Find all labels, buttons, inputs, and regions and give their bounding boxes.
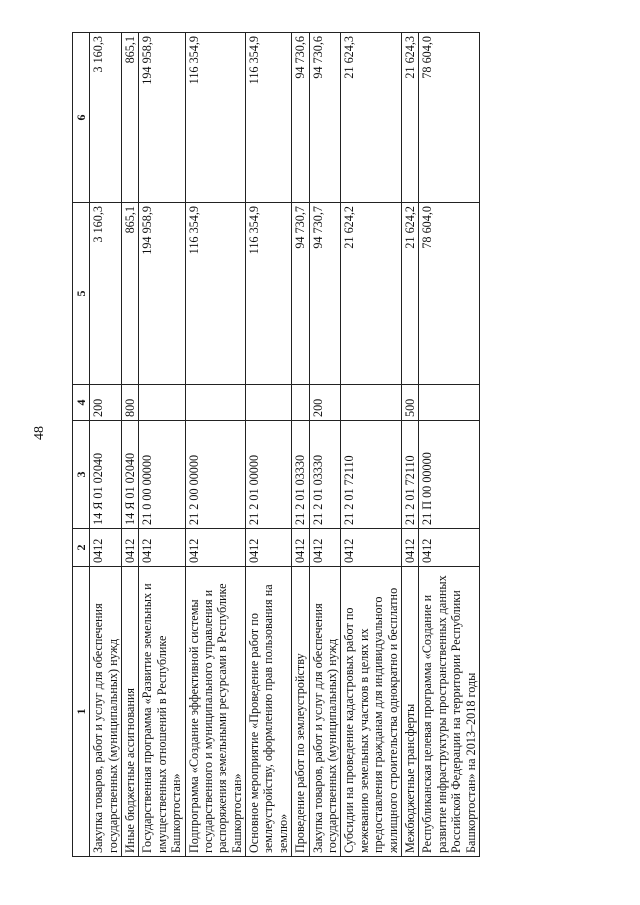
row-expense-type <box>246 385 292 421</box>
row-section: 0412 <box>401 529 418 567</box>
row-target-article: 21 2 01 03330 <box>292 421 309 529</box>
row-target-article: 21 2 00 00000 <box>185 421 246 529</box>
table-row <box>139 33 185 857</box>
row-amount-2: 21 624,3 <box>401 33 418 203</box>
header-col-3: 3 <box>73 421 90 529</box>
row-name: Государственная программа «Развитие земельных и имущественных отношений в Республике Башкортостан» <box>139 567 185 857</box>
row-expense-type: 200 <box>309 385 341 421</box>
row-amount-2: 116 354,9 <box>246 33 292 203</box>
header-col-1: 1 <box>73 567 90 857</box>
header-row <box>73 33 90 857</box>
table-row <box>185 33 246 857</box>
row-name: Республиканская целевая программа «Создание и развитие инфраструктуры пространственных данных Российской Федерации на территории Республики Башкортостан» на 2013–2018 годы <box>419 567 480 857</box>
row-section: 0412 <box>185 529 246 567</box>
row-amount-1: 194 958,9 <box>139 203 185 385</box>
row-name: Проведение работ по землеустройству <box>292 567 309 857</box>
row-section: 0412 <box>246 529 292 567</box>
row-name: Субсидии на проведение кадастровых работ по межеванию земельных участков в целях их предоставления гражданам для индивидуального жилищного строительства однократно и бесплатно <box>341 567 402 857</box>
row-name: Подпрограмма «Создание эффективной системы государственного и муниципального управления и распоряжения земельными ресурсами в Республике Башкортостан» <box>185 567 246 857</box>
row-target-article: 21 0 00 00000 <box>139 421 185 529</box>
row-amount-2: 3 160,3 <box>90 33 122 203</box>
row-expense-type <box>341 385 402 421</box>
row-amount-1: 116 354,9 <box>185 203 246 385</box>
table-row <box>309 33 341 857</box>
row-name: Закупка товаров, работ и услуг для обеспечения государственных (муниципальных) нужд <box>309 567 341 857</box>
row-amount-1: 94 730,7 <box>292 203 309 385</box>
row-amount-1: 94 730,7 <box>309 203 341 385</box>
row-section: 0412 <box>90 529 122 567</box>
table-row <box>419 33 480 857</box>
row-section: 0412 <box>309 529 341 567</box>
row-amount-2: 116 354,9 <box>185 33 246 203</box>
row-expense-type: 800 <box>121 385 138 421</box>
row-amount-2: 94 730,6 <box>309 33 341 203</box>
row-expense-type <box>419 385 480 421</box>
row-target-article: 21 П 00 00000 <box>419 421 480 529</box>
table-row <box>341 33 402 857</box>
table-row <box>90 33 122 857</box>
table-row <box>121 33 138 857</box>
table-row <box>246 33 292 857</box>
row-expense-type <box>185 385 246 421</box>
budget-table <box>72 32 480 857</box>
row-amount-2: 94 730,6 <box>292 33 309 203</box>
budget-table-rotated <box>72 33 560 857</box>
row-target-article: 21 2 01 00000 <box>246 421 292 529</box>
row-target-article: 21 2 01 72110 <box>401 421 418 529</box>
row-name: Иные бюджетные ассигнования <box>121 567 138 857</box>
row-expense-type <box>139 385 185 421</box>
row-target-article: 14 Я 01 02040 <box>121 421 138 529</box>
row-target-article: 14 Я 01 02040 <box>90 421 122 529</box>
header-col-4: 4 <box>73 385 90 421</box>
row-amount-1: 3 160,3 <box>90 203 122 385</box>
table-row <box>292 33 309 857</box>
row-amount-2: 194 958,9 <box>139 33 185 203</box>
table-row <box>401 33 418 857</box>
header-col-6: 6 <box>73 33 90 203</box>
row-expense-type <box>292 385 309 421</box>
row-section: 0412 <box>341 529 402 567</box>
header-col-2: 2 <box>73 529 90 567</box>
row-section: 0412 <box>139 529 185 567</box>
header-col-5: 5 <box>73 203 90 385</box>
row-amount-2: 21 624,3 <box>341 33 402 203</box>
row-amount-1: 21 624,2 <box>341 203 402 385</box>
row-expense-type: 200 <box>90 385 122 421</box>
row-name: Закупка товаров, работ и услуг для обеспечения государственных (муниципальных) нужд <box>90 567 122 857</box>
row-target-article: 21 2 01 72110 <box>341 421 402 529</box>
row-name: Межбюджетные трансферты <box>401 567 418 857</box>
row-amount-2: 78 604,0 <box>419 33 480 203</box>
row-section: 0412 <box>121 529 138 567</box>
row-amount-1: 865,1 <box>121 203 138 385</box>
row-amount-2: 865,1 <box>121 33 138 203</box>
row-name: Основное мероприятие «Проведение работ по землеустройству, оформлению прав пользования на землю» <box>246 567 292 857</box>
row-section: 0412 <box>419 529 480 567</box>
row-amount-1: 21 624,2 <box>401 203 418 385</box>
row-target-article: 21 2 01 03330 <box>309 421 341 529</box>
row-expense-type: 500 <box>401 385 418 421</box>
row-section: 0412 <box>292 529 309 567</box>
row-amount-1: 78 604,0 <box>419 203 480 385</box>
row-amount-1: 116 354,9 <box>246 203 292 385</box>
page-number: 48 <box>32 426 47 440</box>
